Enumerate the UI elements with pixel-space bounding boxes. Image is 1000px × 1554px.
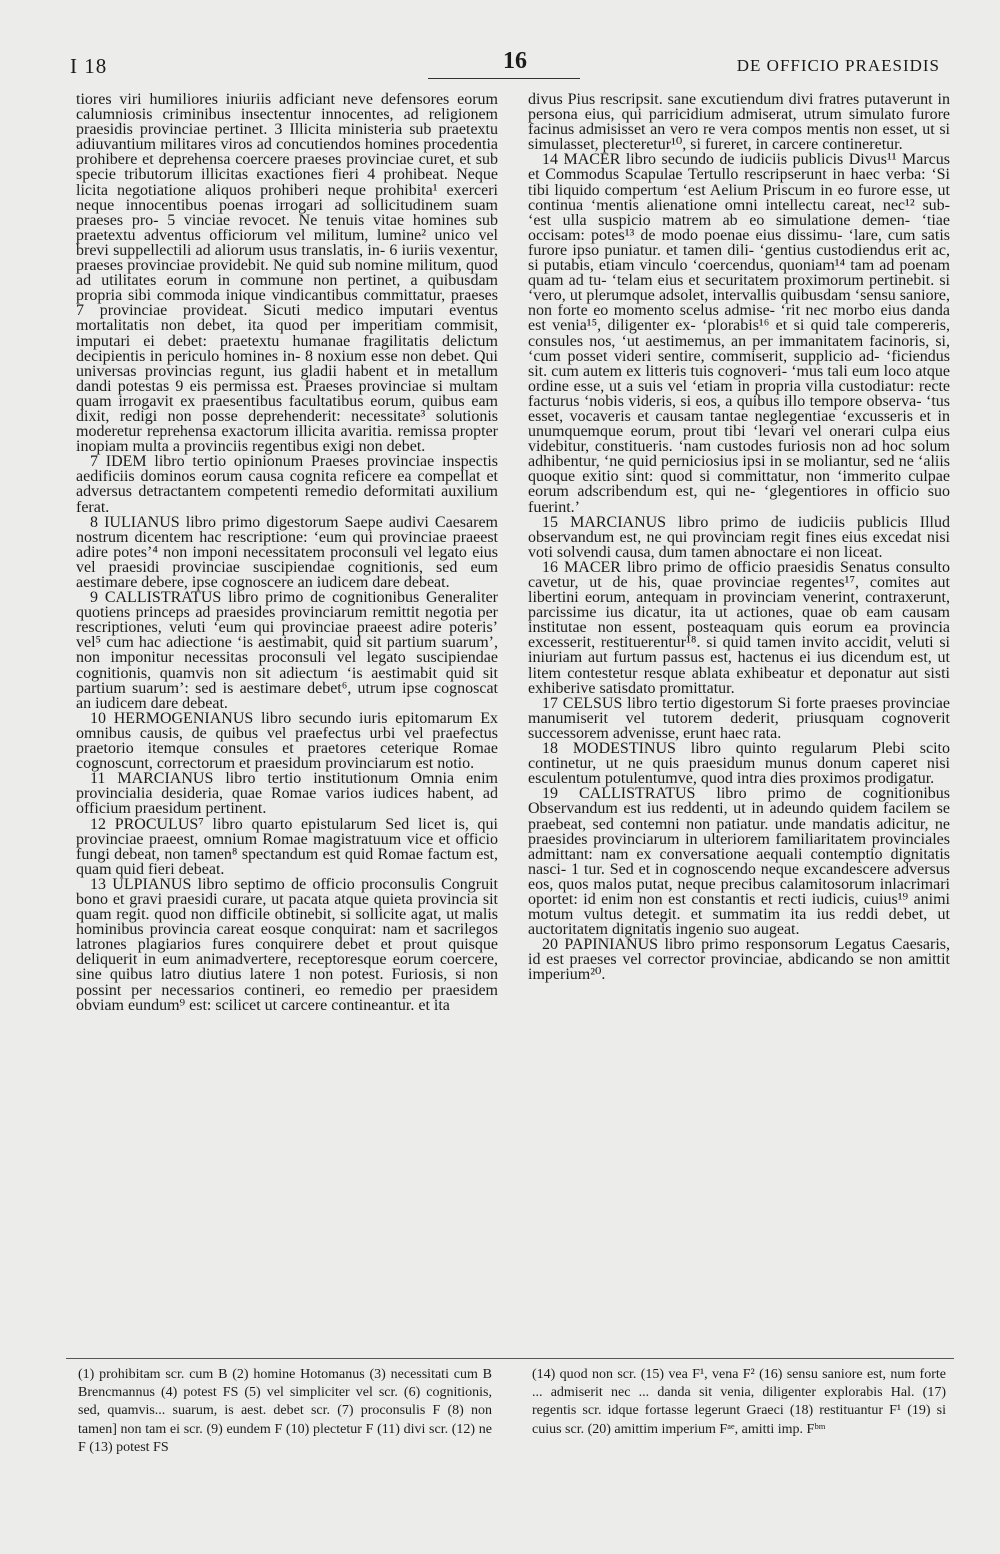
left-paragraph: 11 MARCIANUS libro tertio institutionum Omnia enim provincialia desideria, quae Romae varios iudices habent, ad officium praesidum pertinent. [76,770,498,818]
right-paragraph: 15 MARCIANUS libro primo de iudiciis publicis Illud observandum est, ne qui provinciam regit fines eius excedat nisi voti solvendi causa, dum tamen abnoctare ei non liceat. [528,513,950,561]
right-text-column [528,92,950,983]
left-text-column [76,92,498,1013]
footnotes-left: (1) prohibitam scr. cum B (2) homine Hotomanus (3) necessitati cum B Brencmannus (4) potest FS (5) vel simpliciter vel scr. (6) cognitionis, sed, quamvis... suarum, is aest. debet scr. (7) proconsulis F (8) non tamen] non tam ei scr. (9) eundem F (10) plectetur F (11) divi scr. (12) ne F (13) potest FS [78,1367,492,1455]
right-paragraph: 18 MODESTINUS libro quinto regularum Plebi scito continetur, ut ne quis praesidum munus donum caperet nisi esculentum potulentumve, quod intra dies proximos prodigatur. [528,740,950,788]
left-paragraph: tiores viri humiliores iniuriis adficiant neve defensores eorum calumniosis criminibus insectentur innocentes, ad religionem praesidis provinciae pertinet. 3 Illicita ministeria sub praetextu adiuvantium militares viros ad concutiendos homines procedentia prohibere et deprehensa coercere praeses provinciae curet, et sub specie tributorum illicitas exactiones fieri 4 prohibeat. Neque licita negotiatione aliquos prohiberi neque prohibita¹ exerceri neque innocentibus poenas irrogari ad sollicitudinem suam praeses pro- 5 vinciae revocet. Ne tenuis vitae homines sub praetextu adventus officiorum vel militum, lumine² unico vel brevi suppellectili ad aliorum usus translatis, in- 6 iuriis vexentur, praeses provinciae providebit. Ne quid sub nomine militum, quod ad utilitates eorum in commune non pertinet, a quibusdam propria sibi commoda inique vindicantibus committatur, praeses 7 provinciae provideat. Sicuti medico imputari eventus mortalitatis non debet, ita quod per imperitiam commisit, imputari ei debet: praetextu humanae fragilitatis delictum decipientis in periculo homines in- 8 noxium esse non debet. Qui universas provincias regunt, ius gladii habent et in metallum dandi potestas 9 eis permissa est. Praeses provinciae si multam quam irrogavit ex praesentibus facultatibus eorum, quibus eam dixit, redigi non posse deprehenderit: necessitate³ solutionis moderetur reprehensa exactorum illicita avaritia. remissa propter inopiam multa a provinciis regentibus exigi non debet. [76,91,498,456]
right-paragraph: 19 CALLISTRATUS libro primo de cognitionibus Observandum est ius reddenti, ut in adeundo quidem facilem se praebeat, sed contemni non patiatur. unde mandatis adicitur, ne praesides provinciarum in ulteriorem familiaritatem provinciales admittant: nam ex conversatione aequali contemptio dignitatis nasci- 1 tur. Sed et in cognoscendo neque excandescere adversus eos, quos malos putat, neque precibus calamitosorum inlacrimari oportet: id enim non est constantis et recti iudicis, cuius¹⁹ animi motum vultus detegit. et summatim ita ius reddi debet, ut auctoritatem dignitatis ingenio suo augeat. [528,785,950,939]
right-paragraph: 17 CELSUS libro tertio digestorum Si forte praeses provinciae manumiserit vel tutorem dederit, priusquam cognoverit successorem advenisse, erunt haec rata. [528,694,950,742]
left-paragraph: 8 IULIANUS libro primo digestorum Saepe audivi Caesarem nostrum dicentem hac rescriptione: ‘eum qui provinciae praeest adire potes’⁴ non imponi necessitatem proconsuli vel legato eius vel praesidi provinciae suscipiendae cognitionis, sed eum aestimare debere, ipse cognoscere an iudicem dare debeat. [76,513,498,591]
footnote-rule [66,1358,954,1359]
book-reference: I 18 [70,54,108,78]
left-paragraph: 13 ULPIANUS libro septimo de officio proconsulis Congruit bono et gravi praesidi curare, ut pacata atque quieta provincia sit quam regit. quod non difficile obtinebit, si sollicite agat, ut malis hominibus provincia careat eosque conquirat: nam et sacrilegos latrones plagiarios fures conquirere debet et prout quisque deliquerit in eum animadvertere, receptoresque eorum coercere, sine quibus latro diutius latere 1 non potest. Furiosis, si non possint per necessarios contineri, eo remedio per praesidem obviam eundum⁹ est: scilicet ut carcere contineantur. et ita [76,875,498,1014]
right-paragraph: 20 PAPINIANUS libro primo responsorum Legatus Caesaris, id est praeses vel corrector provinciae, abdicando se non amittit imperium²⁰. [528,936,950,984]
left-paragraph: 7 IDEM libro tertio opinionum Praeses provinciae inspectis aedificiis dominos eorum causa cognita reficere ea compellat et adversus detractantem competenti remedio deformitati auxilium ferat. [76,453,498,516]
page-header [0,48,1000,82]
running-title: DE OFFICIO PRAESIDIS [736,56,940,75]
right-paragraph: 16 MACER libro primo de officio praesidis Senatus consulto cavetur, ut de his, quae provinciae regentes¹⁷, comites aut libertini eorum, antequam in provinciam venerint, contraxerunt, parcissime ius dicatur, ita ut actiones, quae ob eam causam institutae non essent, posteaquam quis eorum ea provincia excesserit, restituerentur¹⁸. si quid tamen invito accidit, veluti si iniuriam aut furtum passus est, hactenus ei ius dicendum est, ut litem contestetur resque ablata exhibeatur et deponatur aut sisti exhiberive satisdato promittatur. [528,558,950,697]
header-rule [428,78,580,79]
page-number: 16 [503,48,527,74]
left-paragraph: 9 CALLISTRATUS libro primo de cognitionibus Generaliter quotiens princeps ad praesides provinciarum remittit negotia per rescriptiones, veluti ‘eum qui provinciae praeest adire poteris’ vel⁵ cum hac adiectione ‘is aestimabit, quid sit partium suarum’, non imponitur necessitas proconsuli vel legato suscipiendae cognitionis, quamvis non sit adiectum ‘is aestimabit quid sit partium suarum’: sed is aestimare debet⁶, utrum ipse cognoscat an iudicem dare debeat. [76,589,498,712]
footnotes-right: (14) quod non scr. (15) vea F¹, vena F² (16) sensu saniore est, num forte ... admiserit nec ... danda sit venia, diligenter explorabis Hal. (17) regentis scr. idque fortasse legerunt Graeci (18) restituantur F¹ (19) si cuius scr. (20) amittim imperium Fᵃᵉ, amitti imp. Fᵇᵐ [532,1367,946,1437]
right-paragraph: divus Pius rescripsit. sane excutiendum divi fratres putaverunt in persona eius, qui parricidium admiserat, utrum simulato furore facinus admisisset an vero re vera compos mentis non esset, ut si simulasset, plecteretur¹⁰, si fureret, in carcere contineretur. [528,91,950,154]
right-paragraph: 14 MACER libro secundo de iudiciis publicis Divus¹¹ Marcus et Commodus Scapulae Tertullo rescripserunt in haec verba: ‘Si tibi liquido compertum ‘est Aelium Priscum in eo furore esse, ut continua ‘mentis alienatione omni intellectu careat, nec¹² sub- ‘est ulla suspicio matrem ab eo simulatione demen- ‘tiae occisam: potes¹³ de modo poenae eius dissimu- ‘lare, cum satis furore ipso puniatur. et tamen dili- ‘gentius custodiendus erit ac, si putabis, etiam vinculo ‘coercendus, quoniam¹⁴ tam ad poenam quam ad tu- ‘telam eius et securitatem proximorum pertinebit. si ‘vero, ut plerumque adsolet, intervallis quibusdam ‘sensu saniore, non forte eo momento scelus admise- ‘rit nec morbo eius danda est venia¹⁵, diligenter ex- ‘plorabis¹⁶ et si quid tale compereris, consules nos, ‘ut aestimemus, an per immanitatem facinoris, si, ‘cum posset videri sentire, commiserit, supplicio ad- ‘ficiendus sit. cum autem ex litteris tuis cognoveri- ‘mus tali eum loco atque ordine esse, ut a suis vel ‘etiam in propria villa custodiatur: recte facturus ‘nobis videris, si eos, a quibus illo tempore observa- ‘tus esset, vocaveris et causam tantae neglegentiae ‘excusseris et in unumquemque eorum, prout tibi ‘levari vel onerari culpa eius videbitur, constitueris. ‘nam custodes furiosis non ad hoc solum adhibentur, ‘ne quid perniciosius ipsi in se moliantur, sed ne ‘aliis quoque exitio sint: quod si committatur, non ‘immerito culpae eorum adscribendum est, qui ne- ‘glegentiores in officio suo fuerint.’ [528,151,950,516]
left-paragraph: 10 HERMOGENIANUS libro secundo iuris epitomarum Ex omnibus causis, de quibus vel praefectus urbi vel praefectus praetorio itemque consules et praetores ceterique Romae cognoscunt, correctorum et praesidum provinciarum est notio. [76,709,498,773]
left-paragraph: 12 PROCULUS⁷ libro quarto epistularum Sed licet is, qui provinciae praeest, omnium Romae magistratuum vice et officio fungi debeat, non tamen⁸ spectandum est quid Romae factum est, quam quid fieri debeat. [76,815,498,878]
